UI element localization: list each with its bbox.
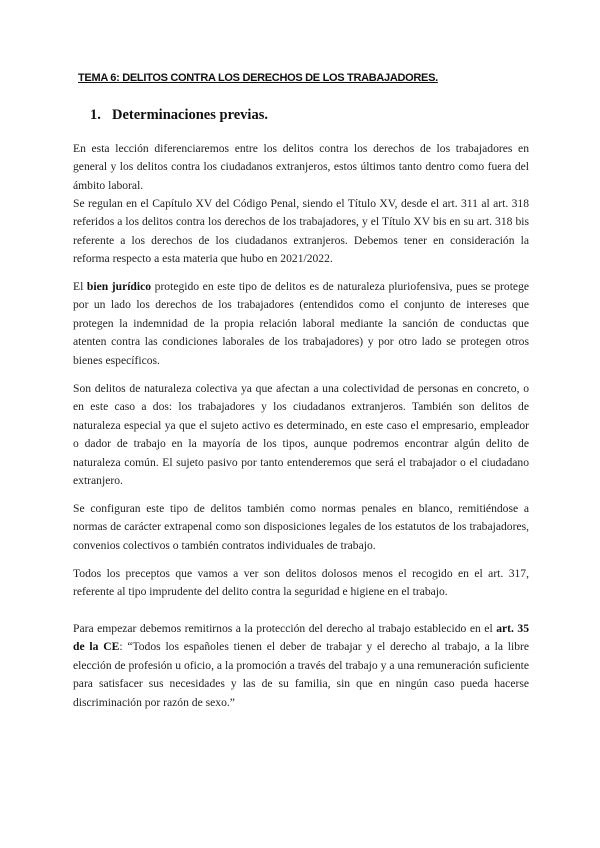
section-number: 1. (90, 107, 101, 123)
paragraph-normas-blanco: Se configuran este tipo de delitos también como normas penales en blanco, remitiéndose a normas de carácter extrapenal como son disposiciones legales de los estatutos de los trabajadores, convenios colectivos o también contratos individuales de trabajo. (73, 502, 529, 552)
section-title-text: Determinaciones previas. (112, 107, 268, 123)
paragraph-naturaleza: Son delitos de naturaleza colectiva ya que afectan a una colectividad de personas en concreto, o en este caso a dos: los trabajadores y los ciudadanos extranjeros. También son delitos de naturaleza especial ya que el sujeto activo es determinado, en este caso el empresario, empleador o dador de trabajo en la mayoría de los tipos, aunque podremos encontrar algún delito de naturaleza común. El sujeto pasivo por tanto entenderemos que será el trabajador o el ciudadano extranjero. (73, 382, 529, 488)
paragraph-dolosos: Todos los preceptos que vamos a ver son delitos dolosos menos el recogido en el art. 317, referente al tipo imprudente del delito contra la seguridad e higiene en el trabajo. (73, 567, 529, 599)
paragraph-bien-juridico-post: protegido en este tipo de delitos es de naturaleza pluriofensiva, pues se protege por un lado los derechos de los trabajadores (entendidos como el conjunto de intereses que protegen la indemnidad de la propia relación laboral mediante la sanción de conductas que atenten contra las condiciones laborales de los trabajadores) y por otro lado se protegen otros bienes específicos. (73, 280, 530, 367)
paragraph-art35-pre: Para empezar debemos remitirnos a la protección del derecho al trabajo establecido en el (73, 622, 497, 635)
paragraph-art35 (73, 620, 529, 712)
section-title (90, 107, 268, 124)
paragraph-regulation: Se regulan en el Capítulo XV del Código Penal, siendo el Título XV, desde el art. 311 al art. 318 referidos a los delitos contra los derechos de los trabajadores, y el Título XV bis en su art. 318 bis referente a los derechos de los ciudadanos extranjeros. Debemos tener en consideración la reforma respecto a esta materia que hubo en 2021/2022. (73, 197, 529, 266)
document-heading: TEMA 6: DELITOS CONTRA LOS DERECHOS DE LOS TRABAJADORES. (78, 72, 438, 84)
paragraph-art35-quote: : “Todos los españoles tienen el deber de trabajar y el derecho al trabajo, a la libre elección de profesión u oficio, a la promoción a través del trabajo y a una remuneración suficiente para satisfacer sus necesidades y las de su familia, sin que en ningún caso pueda hacerse discriminación por razón de sexo.” (73, 640, 529, 709)
bien-juridico-term: bien jurídico (86, 280, 152, 293)
art35-reference: art. 35 de la CE (73, 622, 529, 654)
paragraph-intro: En esta lección diferenciaremos entre los delitos contra los derechos de los trabajadores en general y los delitos contra los ciudadanos extranjeros, estos últimos tanto dentro como fuera del ámbito laboral. (73, 142, 529, 192)
paragraph-bien-juridico-pre: El (73, 280, 87, 293)
paragraph-bien-juridico (73, 278, 529, 370)
